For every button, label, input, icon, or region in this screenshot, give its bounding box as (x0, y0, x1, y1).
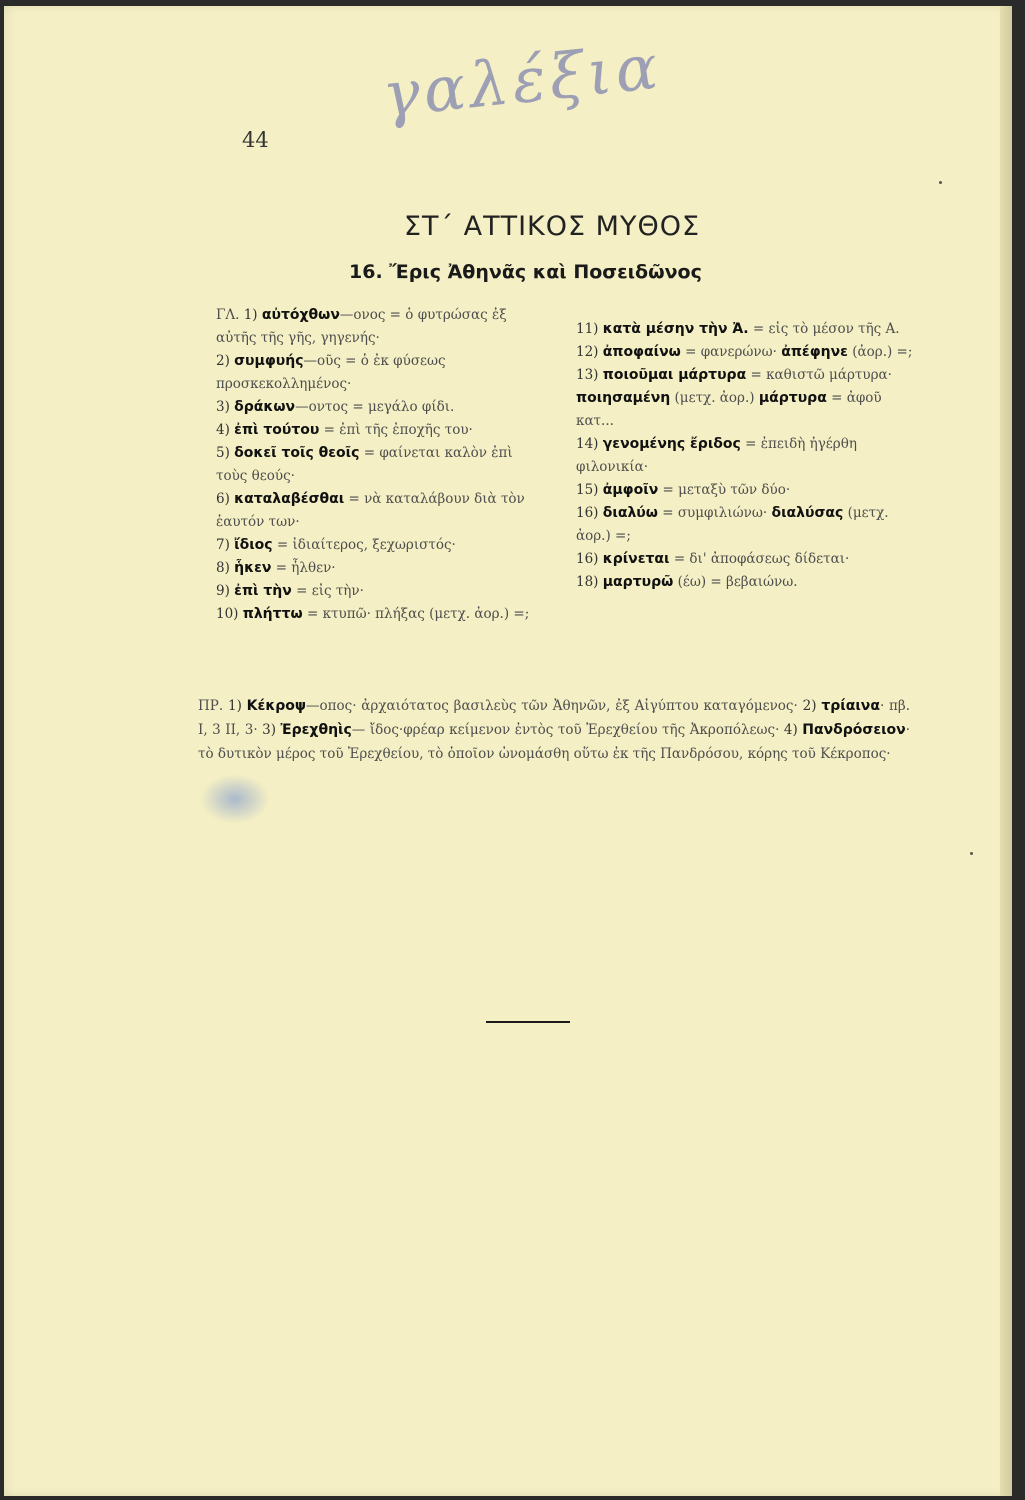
glossary-entry (576, 548, 921, 571)
notes-paragraph (198, 694, 910, 766)
note-text: —οπος· ἀρχαιότατος βασιλεὺς τῶν Ἀθηνῶν, ἐξ Αἰγύπτου καταγόμενος· (306, 698, 798, 714)
entry-term: ποιοῦμαι μάρτυρα (602, 367, 747, 383)
note-number: 2) (802, 698, 817, 714)
entry-term: κατὰ μέσην τὴν Ἀ. (602, 321, 749, 337)
glossary-entry (216, 396, 546, 419)
entry-term: δοκεῖ τοῖς θεοῖς (234, 445, 360, 461)
entry-number: 7) (216, 537, 230, 553)
entry-number: 1) (243, 307, 258, 323)
note-term: Πανδρόσειον (802, 722, 906, 738)
entry-term: ἴδιος (234, 537, 273, 553)
glossary-entry (576, 502, 921, 548)
note-term: Ἐρεχθηὶς (280, 722, 352, 738)
entry-number: 15) (576, 482, 599, 498)
handwritten-note: γαλέξια (378, 29, 665, 132)
glossary-entry (216, 350, 546, 396)
entry-definition: = νὰ καταλάβουν διὰ τὸν ἑαυτόν των· (216, 491, 525, 530)
glossary-left-column (216, 304, 546, 626)
glossary-entry (216, 534, 546, 557)
entry-number: 6) (216, 491, 230, 507)
entry-number: 8) (216, 560, 230, 576)
entry-term: συμφυής (234, 353, 304, 369)
glossary-entry (576, 364, 921, 433)
glossary-right-column (576, 318, 921, 594)
entry-number: 16) (576, 505, 599, 521)
speck (970, 852, 973, 855)
speck (939, 181, 942, 184)
entry-number: 10) (216, 606, 239, 622)
entry-number: 16) (576, 551, 599, 567)
entry-definition: (μετχ. ἀορ.) (674, 390, 755, 406)
entry-number: 9) (216, 583, 230, 599)
glossary-entry (216, 304, 546, 350)
entry-number: 2) (216, 353, 230, 369)
entry-term: δράκων (234, 399, 296, 415)
entry-number: 13) (576, 367, 599, 383)
note-text: · πβ. Ι, 3 ΙΙ, 3· (198, 698, 911, 738)
entry-number: 11) (576, 321, 599, 337)
entry-term: καταλαβέσθαι (234, 491, 345, 507)
glossary-entry (576, 341, 921, 364)
glossary-entry (576, 318, 921, 341)
note-term: Κέκροψ (246, 698, 307, 714)
entry-term: διαλύω (602, 505, 658, 521)
note-number: 3) (262, 722, 276, 738)
entry-term: διαλύσας (771, 505, 844, 521)
entry-term: ἐπὶ τὴν (234, 583, 292, 599)
glossary-entry (216, 488, 546, 534)
glossary-entry (216, 442, 546, 488)
entry-term: ἀμφοῖν (602, 482, 659, 498)
entry-definition: (έω) = βεβαιώνω. (677, 574, 798, 590)
entry-definition: = ἐπὶ τῆς ἐποχῆς του· (323, 422, 473, 438)
entry-definition: = ἀφοῦ κατ... (576, 390, 882, 429)
notes-label: ΠΡ. (198, 698, 224, 714)
entry-definition: —οντος = μεγάλο φίδι. (295, 399, 455, 415)
entry-definition: = κτυπῶ· πλήξας (μετχ. ἀορ.) =; (306, 606, 530, 622)
entry-definition: = συμφιλιώνω· (662, 505, 768, 521)
note-text: — ἴδος·φρέαρ κείμενον ἐντὸς τοῦ Ἐρεχθείου τῆς Ἀκροπόλεως· (351, 722, 780, 738)
entry-definition: = καθιστῶ μάρτυρα· (750, 367, 892, 383)
entry-definition: = δι' ἀποφάσεως δίδεται· (673, 551, 850, 567)
ink-stamp (200, 774, 270, 824)
glossary-entry (216, 419, 546, 442)
glossary-entry (576, 433, 921, 479)
entry-number: 14) (576, 436, 599, 452)
entry-definition: = εἰς τὴν· (296, 583, 364, 599)
entry-term: ἀπέφηνε (781, 344, 848, 360)
glossary-entry (216, 557, 546, 580)
entry-term: ἀποφαίνω (602, 344, 681, 360)
note-number: 1) (227, 698, 242, 714)
entry-number: 5) (216, 445, 230, 461)
page-number: 44 (242, 128, 269, 152)
entry-number: 3) (216, 399, 230, 415)
section-title: 16. Ἔρις Ἀθηνᾶς καὶ Ποσειδῶνος (349, 261, 702, 283)
entry-definition: = ἐπειδὴ ἠγέρθη φιλονικία· (576, 436, 857, 475)
entry-term: πλήττω (242, 606, 303, 622)
glossary-entry (576, 571, 921, 594)
entry-definition: = εἰς τὸ μέσον τῆς Α. (752, 321, 900, 337)
chapter-title: ΣΤ΄ ΑΤΤΙΚΟΣ ΜΥΘΟΣ (404, 211, 701, 242)
glossary-label: ΓΛ. (216, 307, 240, 323)
entry-definition: = φαίνεται καλὸν ἐπὶ τοὺς θεούς· (216, 445, 513, 484)
entry-term: ποιησαμένη (576, 390, 671, 406)
entry-definition: (ἀορ.) =; (852, 344, 913, 360)
entry-term: κρίνεται (602, 551, 670, 567)
page-edge (1000, 6, 1012, 1496)
entry-number: 18) (576, 574, 599, 590)
entry-term: ἐπὶ τούτου (234, 422, 320, 438)
entry-term: ἧκεν (234, 560, 272, 576)
glossary-entry (216, 603, 546, 626)
entry-definition: —οῦς = ὁ ἐκ φύσεως προσκεκολλημένος· (216, 353, 446, 392)
section-divider (486, 1021, 570, 1023)
entry-term: αὐτόχθων (261, 307, 340, 323)
entry-definition: = μεταξὺ τῶν δύο· (662, 482, 791, 498)
glossary-entry (576, 479, 921, 502)
entry-term: γενομένης ἔριδος (602, 436, 741, 452)
entry-definition: —ονος = ὁ φυτρώσας ἐξ αὐτῆς τῆς γῆς, γηγενής· (216, 307, 507, 346)
entry-number: 4) (216, 422, 230, 438)
entry-term: μαρτυρῶ (602, 574, 674, 590)
book-page (4, 6, 1012, 1496)
entry-term: μάρτυρα (758, 390, 827, 406)
entry-number: 12) (576, 344, 599, 360)
note-number: 4) (783, 722, 798, 738)
entry-definition: = φανερώνω· (685, 344, 777, 360)
entry-definition: (μετχ. ἀορ.) =; (576, 505, 889, 544)
entry-definition: = ἦλθεν· (275, 560, 336, 576)
note-term: τρίαινα (821, 698, 880, 714)
glossary-entry (216, 580, 546, 603)
entry-definition: = ἰδιαίτερος, ξεχωριστός· (276, 537, 456, 553)
note-text: · τὸ δυτικὸν μέρος τοῦ Ἐρεχθείου, τὸ ὁποῖον ὠνομάσθη οὕτω ἐκ τῆς Πανδρόσου, κόρης τοῦ Κέκροπος· (198, 722, 911, 762)
